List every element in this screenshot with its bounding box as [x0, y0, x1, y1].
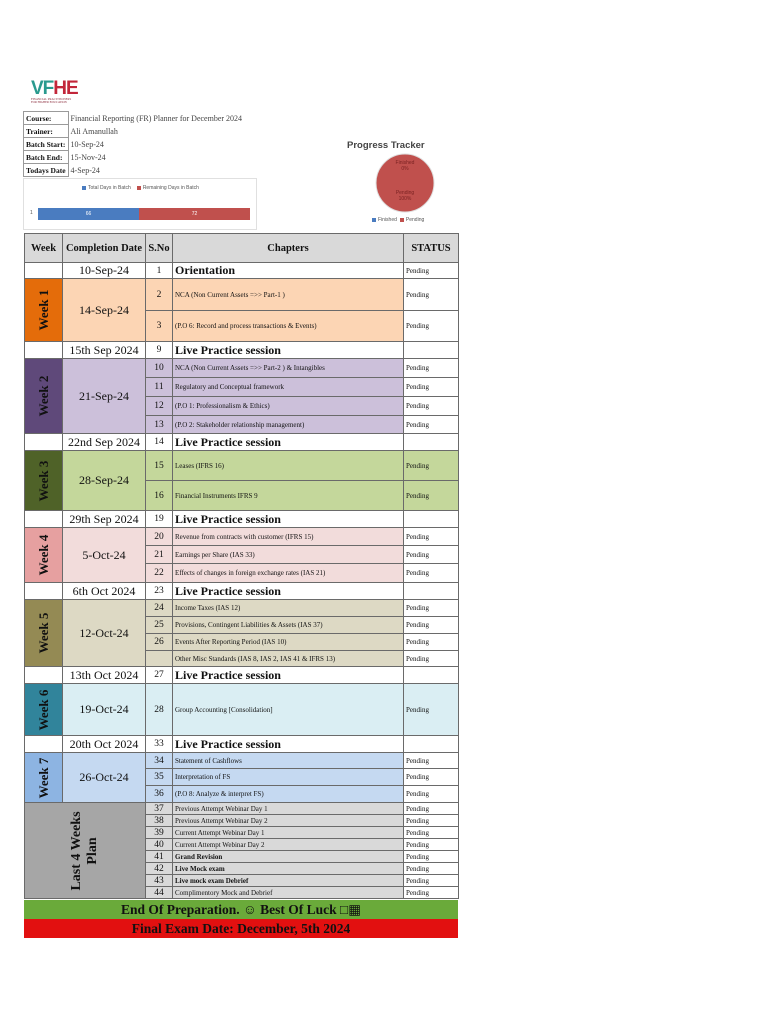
- table-row: 3 (P.O 6: Record and process transactions & Events) Pending: [25, 311, 459, 342]
- table-row: 13th Oct 2024 27 Live Practice session: [25, 667, 459, 684]
- header-chapters: Chapters: [173, 234, 404, 263]
- table-row: 25 Provisions, Contingent Liabilities & Assets (IAS 37) Pending: [25, 617, 459, 634]
- header-sno: S.No: [146, 234, 173, 263]
- info-row: Batch End: 15-Nov-24: [24, 151, 245, 164]
- table-row: 12 (P.O 1: Professionalism & Ethics) Pending: [25, 397, 459, 416]
- table-row: Week 7 26-Oct-24 34 Statement of Cashflows Pending: [25, 753, 459, 769]
- table-row: 26 Events After Reporting Period (IAS 10) Pending: [25, 634, 459, 651]
- table-row: Other Misc Standards (IAS 8, IAS 2, IAS 41 & IFRS 13) Pending: [25, 651, 459, 667]
- header-status: STATUS: [404, 234, 459, 263]
- pie-label-finished: Finished 0%: [395, 160, 415, 172]
- bar-segment-remaining-days: 72: [139, 208, 250, 220]
- info-row: Course: Financial Reporting (FR) Planner for December 2024: [24, 112, 245, 125]
- info-row: Todays Date 4-Sep-24: [24, 164, 245, 177]
- table-row: 13 (P.O 2: Stakeholder relationship management) Pending: [25, 416, 459, 434]
- legend-item: Pending: [400, 217, 424, 223]
- week-label: Last 4 Weeks Plan: [25, 803, 146, 899]
- info-row: Trainer: Ali Amanullah: [24, 125, 245, 138]
- table-row: 36 (P.O 8: Analyze & interpret FS) Pending: [25, 786, 459, 803]
- week-label: Week 5: [25, 600, 63, 667]
- table-row: 35 Interpretation of FS Pending: [25, 769, 459, 786]
- table-row: 43 Live mock exam Debrief Pending: [25, 875, 459, 887]
- table-row: Week 5 12-Oct-24 24 Income Taxes (IAS 12) Pending: [25, 600, 459, 617]
- planner-table: [24, 233, 459, 899]
- table-row: 22 Effects of changes in foreign exchange rates (IAS 21) Pending: [25, 564, 459, 583]
- week-label: Week 2: [25, 359, 63, 434]
- table-row: 42 Live Mock exam Pending: [25, 863, 459, 875]
- legend-item: Remaining Days in Batch: [137, 185, 199, 191]
- table-row: 44 Complimentory Mock and Debrief Pending: [25, 887, 459, 899]
- course-info-table: [23, 111, 245, 177]
- table-row: Week 6 19-Oct-24 28 Group Accounting [Consolidation] Pending: [25, 684, 459, 736]
- table-row: Week 1 14-Sep-24 2 NCA (Non Current Assets =>> Part-1 ) Pending: [25, 279, 459, 311]
- bar-segment-total-days: 66: [38, 208, 139, 220]
- logo-subtitle: FINANCIAL PRACTITIONERS FOR HIGHER EDUCATION: [31, 98, 72, 104]
- table-row: 21 Earnings per Share (IAS 33) Pending: [25, 546, 459, 564]
- table-row: 39 Current Attempt Webinar Day 1 Pending: [25, 827, 459, 839]
- week-label: Week 1: [25, 279, 63, 342]
- header-date: Completion Date: [63, 234, 146, 263]
- table-row: Week 4 5-Oct-24 20 Revenue from contracts with customer (IFRS 15) Pending: [25, 528, 459, 546]
- vfhe-logo: VFHE: [31, 78, 78, 99]
- table-row: Last 4 Weeks Plan 37 Previous Attempt Webinar Day 1 Pending: [25, 803, 459, 815]
- table-row: 38 Previous Attempt Webinar Day 2 Pending: [25, 815, 459, 827]
- week-label: Week 3: [25, 451, 63, 511]
- table-row: 20th Oct 2024 33 Live Practice session: [25, 736, 459, 753]
- final-exam-date-banner: Final Exam Date: December, 5th 2024: [24, 919, 458, 938]
- table-row: 41 Grand Revision Pending: [25, 851, 459, 863]
- table-row: 16 Financial Instruments IFRS 9 Pending: [25, 481, 459, 511]
- legend-item: Finished: [372, 217, 397, 223]
- table-row: Week 3 28-Sep-24 15 Leases (IFRS 16) Pending: [25, 451, 459, 481]
- table-row: 29th Sep 2024 19 Live Practice session: [25, 511, 459, 528]
- header-row: [25, 234, 459, 263]
- pie-title: Progress Tracker: [347, 140, 425, 151]
- info-row: Batch Start: 10-Sep-24: [24, 138, 245, 151]
- pie-label-pending: Pending 100%: [395, 190, 415, 202]
- pie-legend: [372, 217, 424, 223]
- table-row: Week 2 21-Sep-24 10 NCA (Non Current Assets =>> Part-2 ) & Intangibles Pending: [25, 359, 459, 378]
- bar-track: [38, 208, 250, 220]
- week-label: Week 4: [25, 528, 63, 583]
- table-row: 11 Regulatory and Conceptual framework Pending: [25, 378, 459, 397]
- week-label: Week 7: [25, 753, 63, 803]
- table-row: 40 Current Attempt Webinar Day 2 Pending: [25, 839, 459, 851]
- table-row: 6th Oct 2024 23 Live Practice session: [25, 583, 459, 600]
- week-label: Week 6: [25, 684, 63, 736]
- legend-item: Total Days in Batch: [82, 185, 131, 191]
- bar-category-label: 1: [30, 210, 33, 216]
- bar-legend: [82, 185, 199, 191]
- header-week: Week: [25, 234, 63, 263]
- table-row: 10-Sep-24 1 Orientation Pending: [25, 263, 459, 279]
- table-row: 22nd Sep 2024 14 Live Practice session: [25, 434, 459, 451]
- days-bar-chart: [23, 178, 257, 230]
- end-of-preparation-banner: End Of Preparation. ☺ Best Of Luck □▦: [24, 900, 458, 919]
- table-row: 15th Sep 2024 9 Live Practice session: [25, 342, 459, 359]
